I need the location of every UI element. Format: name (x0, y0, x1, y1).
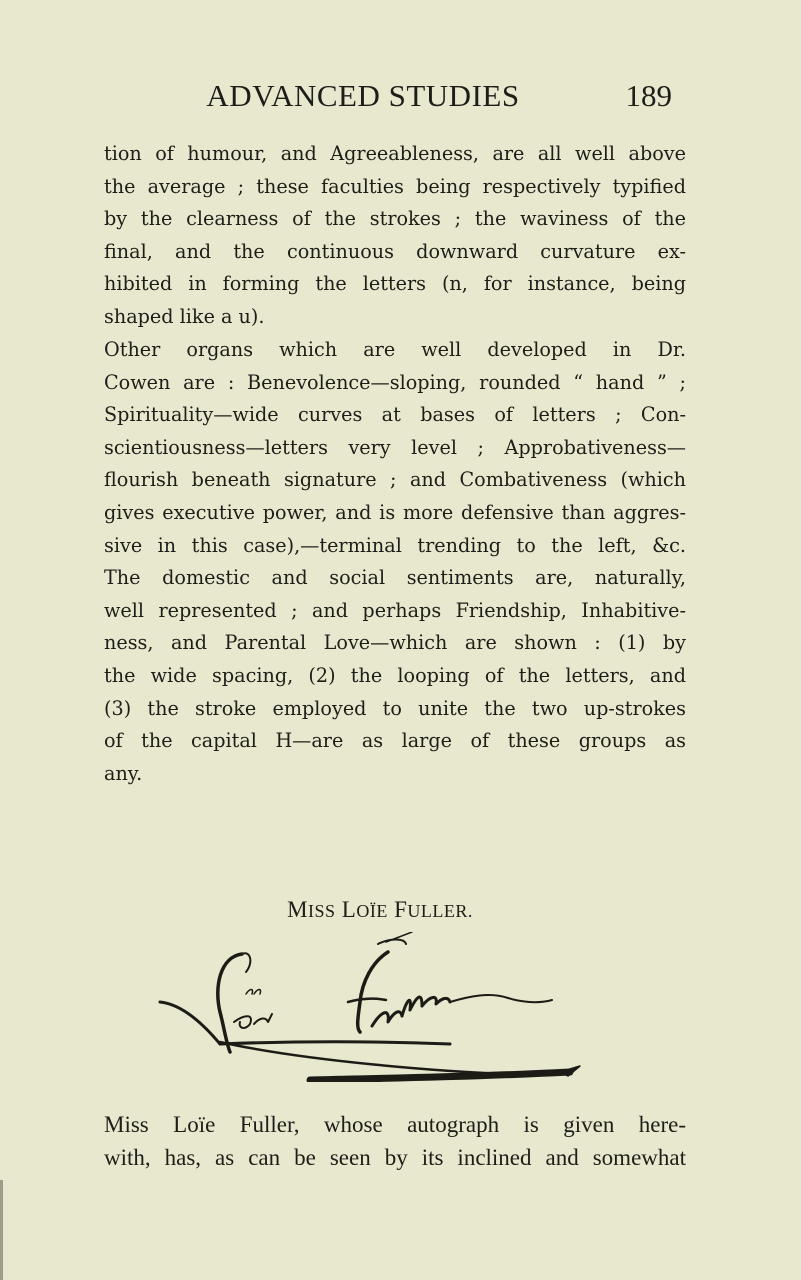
text-line: any. (104, 761, 143, 785)
text-line: by the clearness of the strokes ; the waviness of the (104, 207, 686, 231)
caption-smallcaps: ULLER. (407, 901, 473, 921)
paragraph-humour (104, 138, 686, 334)
text-line: gives executive power, and is more defensive than aggres- (104, 500, 686, 524)
running-head: ADVANCED STUDIES (206, 78, 520, 113)
paragraph-other-organs (104, 334, 686, 790)
text-line: (3) the stroke employed to unite the two up-strokes (104, 696, 686, 720)
text-line: of the capital H—are as large of these groups as (104, 729, 686, 753)
caption-initial: F (394, 897, 408, 922)
page-edge-shadow (0, 1180, 3, 1280)
text-line: the average ; these faculties being respectively typified (104, 174, 686, 198)
autograph-signature (150, 932, 620, 1082)
text-line: sive in this case),—terminal trending to the left, &c. (104, 533, 686, 557)
text-line: flourish beneath signature ; and Combativeness (which (104, 468, 686, 492)
text-line: with, has, as can be seen by its inclined and somewhat (104, 1145, 686, 1170)
paragraph-fuller (104, 1108, 686, 1174)
caption-initial: M (287, 897, 309, 922)
text-line: shaped like a u). (104, 304, 265, 328)
text-line: Miss Loïe Fuller, whose autograph is given here- (104, 1112, 686, 1137)
text-line: well represented ; and perhaps Friendship, Inhabitive- (104, 598, 686, 622)
caption-smallcaps: ISS (308, 901, 336, 921)
text-line: scientiousness—letters very level ; Approbativeness— (104, 435, 686, 459)
text-line: hibited in forming the letters (n, for instance, being (104, 272, 686, 296)
page-number: 189 (625, 78, 672, 113)
caption-smallcaps: OÏE (356, 901, 388, 921)
text-line: final, and the continuous downward curvature ex- (104, 239, 686, 263)
text-line: Spirituality—wide curves at bases of letters ; Con- (104, 403, 686, 427)
text-line: The domestic and social sentiments are, naturally, (104, 566, 686, 590)
caption-initial: L (341, 897, 357, 922)
text-line: Other organs which are well developed in Dr. (104, 338, 686, 361)
autograph-caption (230, 897, 530, 923)
text-line: ness, and Parental Love—which are shown : (1) by (104, 631, 686, 655)
text-line: Cowen are : Benevolence—sloping, rounded “ hand ” ; (104, 370, 686, 394)
text-line: the wide spacing, (2) the looping of the letters, and (104, 663, 686, 687)
text-line: tion of humour, and Agreeableness, are all well above (104, 142, 686, 165)
